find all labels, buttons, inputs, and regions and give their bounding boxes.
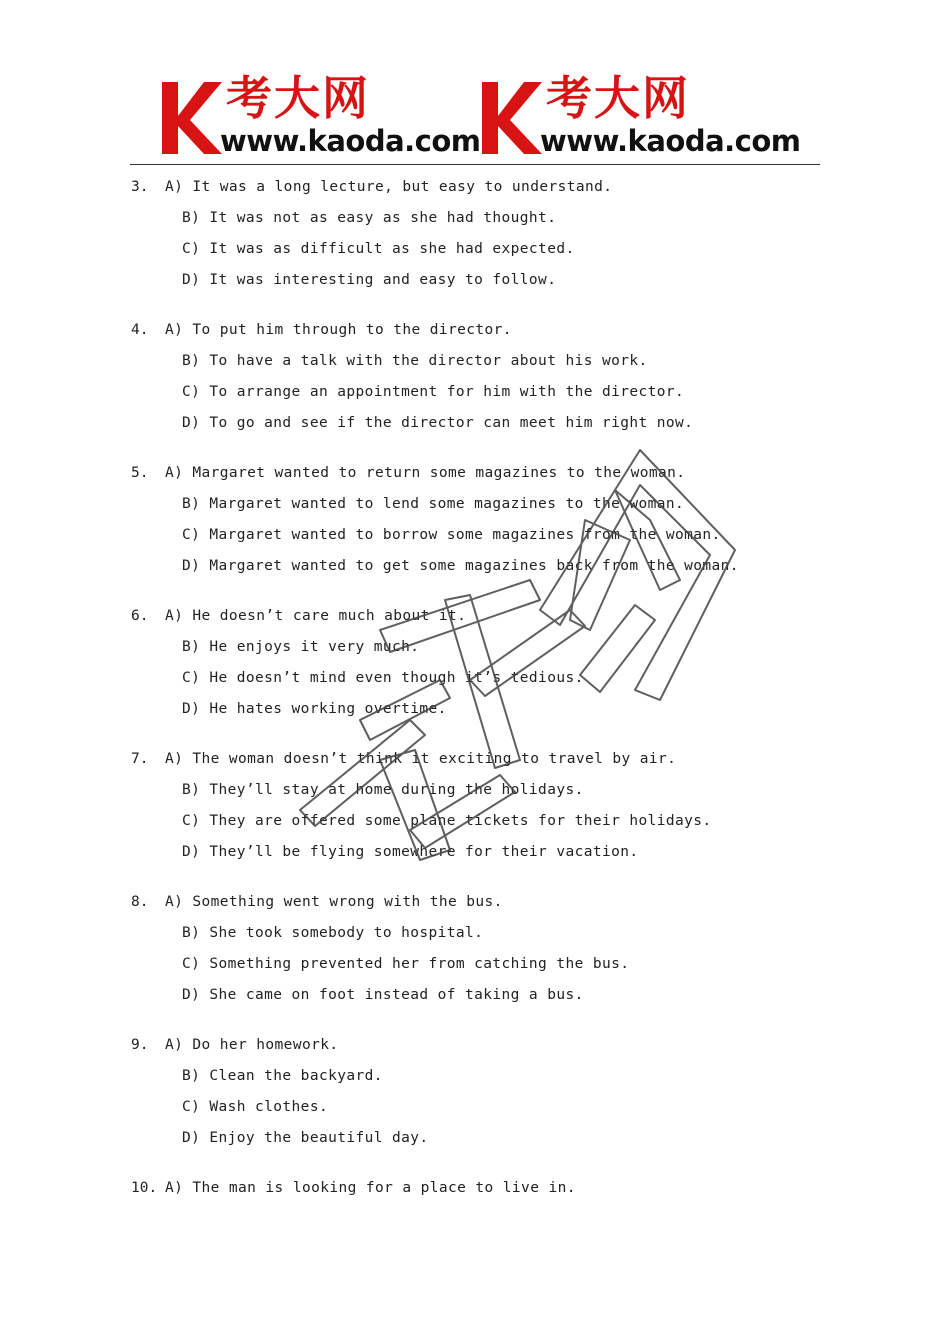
option-d: D) He hates working overtime. [182, 701, 447, 717]
option-b: B) He enjoys it very much. [182, 639, 420, 655]
option-d: D) Enjoy the beautiful day. [182, 1130, 429, 1146]
question-list [0, 175, 950, 1216]
option-d: D) Margaret wanted to get some magazines back from the woman. [182, 558, 739, 574]
k-logo-icon [480, 76, 544, 156]
option-a: A) Do her homework. [165, 1037, 339, 1053]
question-item [0, 604, 950, 747]
option-a: A) Margaret wanted to return some magazines to the woman. [165, 465, 686, 481]
question-number: 3. [131, 179, 149, 195]
question-item [0, 1033, 950, 1176]
option-c: C) He doesn’t mind even though it’s tedious. [182, 670, 584, 686]
question-number: 7. [131, 751, 149, 767]
page-header [0, 0, 950, 170]
question-item [0, 1176, 950, 1216]
option-d: D) To go and see if the director can meet him right now. [182, 415, 694, 431]
question-number: 5. [131, 465, 149, 481]
header-divider [130, 164, 820, 165]
logo-chinese-text: 考大网 [226, 71, 370, 125]
option-a: A) The woman doesn’t think it exciting to travel by air. [165, 751, 677, 767]
option-b: B) It was not as easy as she had thought. [182, 210, 557, 226]
option-d: D) They’ll be flying somewhere for their vacation. [182, 844, 639, 860]
option-c: C) Wash clothes. [182, 1099, 329, 1115]
option-b: B) Margaret wanted to lend some magazines to the woman. [182, 496, 685, 512]
question-number: 10. [131, 1180, 158, 1196]
k-logo-icon [160, 76, 224, 156]
question-number: 4. [131, 322, 149, 338]
option-a: A) Something went wrong with the bus. [165, 894, 503, 910]
option-b: B) Clean the backyard. [182, 1068, 383, 1084]
option-c: C) Margaret wanted to borrow some magazines from the woman. [182, 527, 721, 543]
option-a: A) It was a long lecture, but easy to understand. [165, 179, 613, 195]
option-b: B) To have a talk with the director about his work. [182, 353, 648, 369]
option-a: A) To put him through to the director. [165, 322, 512, 338]
logo-chinese-text: 考大网 [546, 71, 690, 125]
option-d: D) It was interesting and easy to follow. [182, 272, 557, 288]
option-b: B) They’ll stay at home during the holidays. [182, 782, 584, 798]
option-a: A) The man is looking for a place to live in. [165, 1180, 576, 1196]
question-item [0, 318, 950, 461]
logo-url-text: www.kaoda.com [540, 124, 801, 158]
question-number: 8. [131, 894, 149, 910]
logo-url-text: www.kaoda.com [220, 124, 481, 158]
option-a: A) He doesn’t care much about it. [165, 608, 467, 624]
question-number: 9. [131, 1037, 149, 1053]
kaoda-logo [480, 70, 800, 160]
question-item [0, 175, 950, 318]
option-c: C) To arrange an appointment for him with the director. [182, 384, 685, 400]
option-c: C) It was as difficult as she had expected. [182, 241, 575, 257]
question-item [0, 890, 950, 1033]
kaoda-logo [160, 70, 480, 160]
option-d: D) She came on foot instead of taking a bus. [182, 987, 584, 1003]
question-item [0, 747, 950, 890]
option-b: B) She took somebody to hospital. [182, 925, 484, 941]
question-number: 6. [131, 608, 149, 624]
question-item [0, 461, 950, 604]
option-c: C) Something prevented her from catching the bus. [182, 956, 630, 972]
option-c: C) They are offered some plane tickets for their holidays. [182, 813, 712, 829]
